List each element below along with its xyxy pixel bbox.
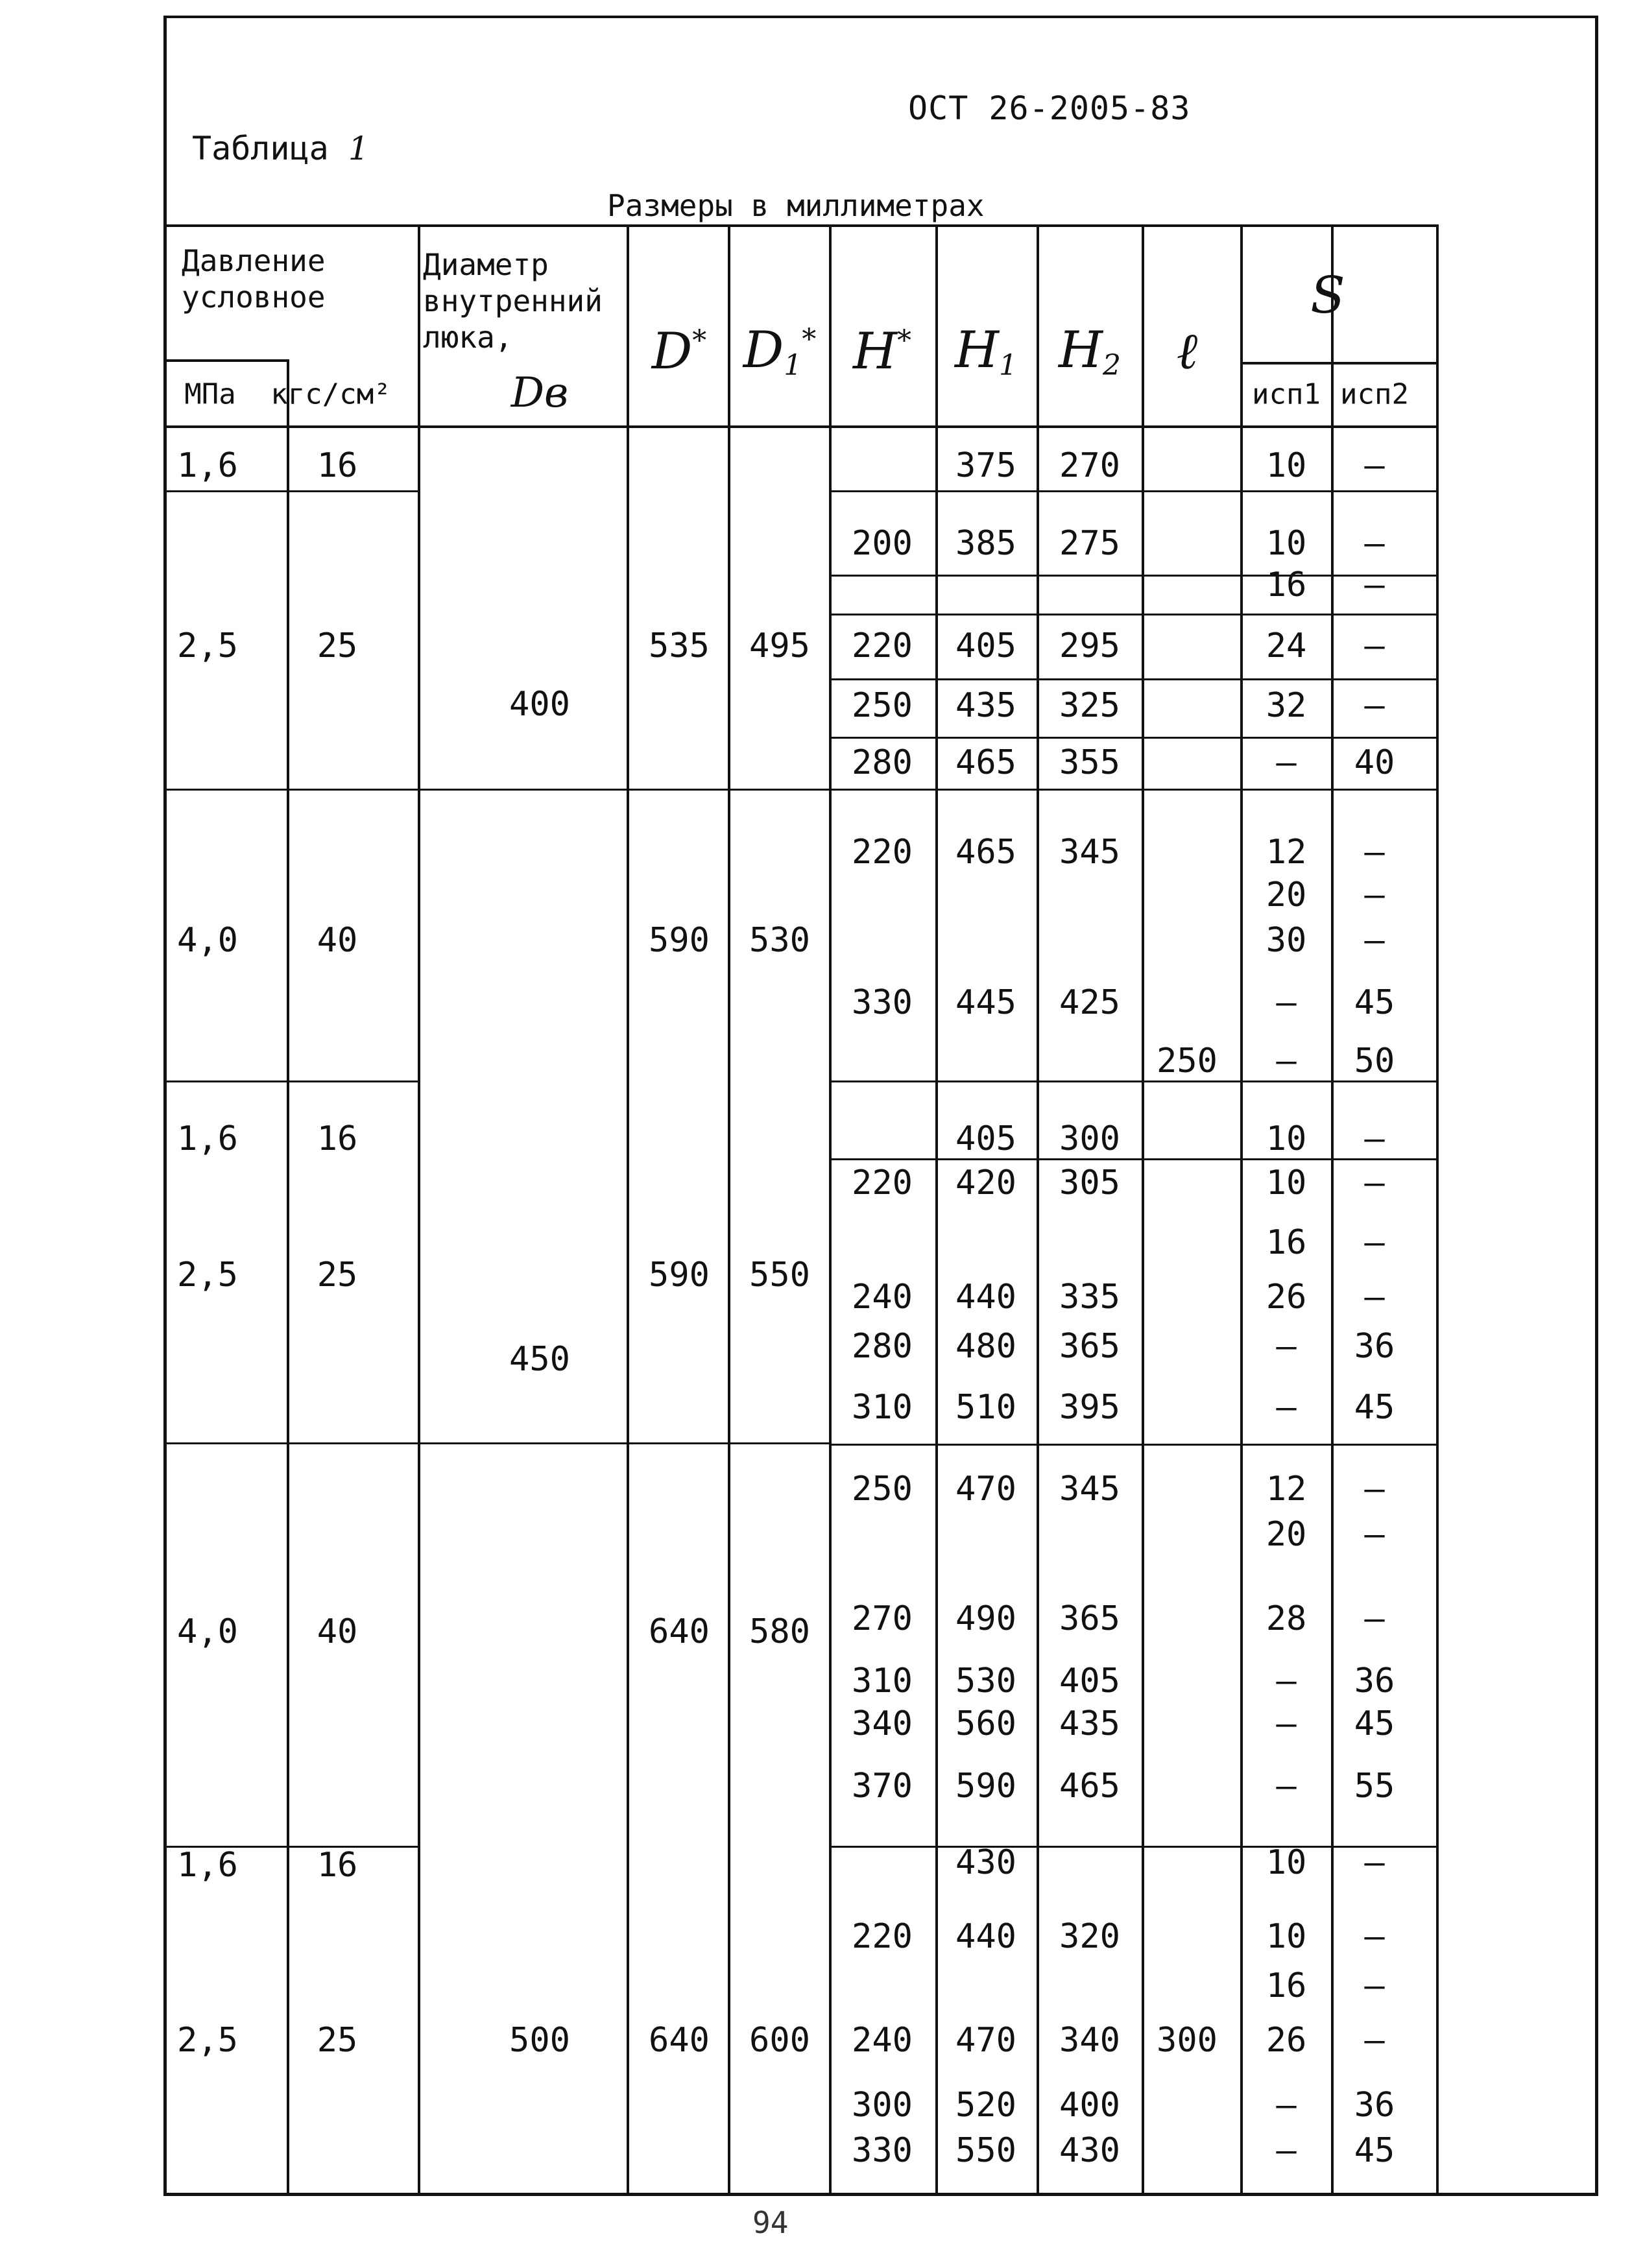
cell-s1: 26 [1266, 2021, 1307, 2060]
cell-H2: 395 [1059, 1388, 1120, 1427]
header-isp2: исп2 [1340, 377, 1409, 411]
diameter-value: 450 [509, 1340, 570, 1379]
cell-H: 240 [852, 2021, 913, 2060]
D-value: 640 [649, 1612, 710, 1651]
cell-H2: 345 [1059, 833, 1120, 872]
page-number: 94 [752, 2205, 789, 2240]
cell-s1: – [1276, 983, 1297, 1022]
cell-H: 220 [852, 627, 913, 665]
cell-s1: – [1276, 1327, 1297, 1366]
cell-s1: 12 [1266, 833, 1307, 872]
column-rule [829, 224, 832, 2196]
column-rule [418, 224, 420, 2196]
D1-value: 580 [749, 1612, 810, 1651]
cell-H1: 470 [955, 2021, 1016, 2060]
pressure-mpa: 2,5 [177, 1256, 238, 1295]
cell-H2: 325 [1059, 686, 1120, 725]
cell-s2: 36 [1354, 1662, 1395, 1701]
cell-s1: – [1276, 1767, 1297, 1806]
cell-H1: 385 [955, 524, 1016, 563]
cell-s1: 10 [1266, 1119, 1307, 1158]
cell-H: 280 [852, 743, 913, 782]
cell-H2: 340 [1059, 2021, 1120, 2060]
cell-H1: 445 [955, 983, 1016, 1022]
pressure-kgf: 25 [317, 2021, 358, 2060]
l-value: 300 [1157, 2021, 1218, 2060]
D1-value: 495 [749, 627, 810, 665]
header-s: S [1310, 267, 1345, 325]
cell-s2: 55 [1354, 1767, 1395, 1806]
D-value: 590 [649, 921, 710, 960]
D1-value: 600 [749, 2021, 810, 2060]
cell-H: 340 [852, 1704, 913, 1743]
header-D1: $D_1^*$ [743, 321, 817, 382]
D1-value: 550 [749, 1256, 810, 1295]
header-pressure: Давление условное [182, 243, 326, 315]
cell-H: 310 [852, 1662, 913, 1701]
row-rule [829, 490, 1436, 492]
cell-H: 240 [852, 1278, 913, 1317]
pressure-kgf: 40 [317, 1612, 358, 1651]
cell-H2: 305 [1059, 1164, 1120, 1202]
header-mpa: МПа [184, 377, 236, 411]
pressure-mpa: 4,0 [177, 921, 238, 960]
cell-H2: 405 [1059, 1662, 1120, 1701]
cell-s2: 45 [1354, 2131, 1395, 2170]
D-value: 640 [649, 2021, 710, 2060]
cell-H: 200 [852, 524, 913, 563]
cell-H2: 320 [1059, 1917, 1120, 1956]
row-rule [829, 1444, 1436, 1446]
cell-s2: – [1364, 1119, 1385, 1158]
header-diameter: Диаметр внутренний люка, [423, 247, 603, 355]
cell-H2: 335 [1059, 1278, 1120, 1317]
pressure-rule [163, 490, 418, 492]
cell-H: 250 [852, 1470, 913, 1509]
column-rule [1240, 224, 1243, 2196]
pressure-kgf: 16 [317, 1119, 358, 1158]
column-rule [287, 359, 289, 2196]
cell-s1: 32 [1266, 686, 1307, 725]
cell-s1: 12 [1266, 1470, 1307, 1509]
header-bottom-rule [163, 425, 1436, 428]
column-rule [1436, 224, 1439, 2196]
cell-s2: – [1364, 524, 1385, 563]
cell-s2: – [1364, 1164, 1385, 1202]
cell-s2: – [1364, 876, 1385, 914]
group-rule [418, 789, 829, 791]
row-rule [829, 737, 1436, 739]
dimensions-table [163, 224, 1436, 2196]
table-title [192, 130, 369, 167]
cell-s1: 16 [1266, 566, 1307, 604]
cell-s1: – [1276, 743, 1297, 782]
cell-s1: 10 [1266, 1164, 1307, 1202]
header-rule-pressure [163, 359, 287, 362]
cell-s1: 26 [1266, 1278, 1307, 1317]
table-label: Таблица [192, 130, 329, 167]
column-rule [1037, 224, 1039, 2196]
cell-H: 300 [852, 2086, 913, 2125]
cell-H1: 440 [955, 1917, 1016, 1956]
cell-H1: 405 [955, 627, 1016, 665]
cell-s1: 16 [1266, 1223, 1307, 1262]
pressure-kgf: 25 [317, 1256, 358, 1295]
standard-code: ОСТ 26-2005-83 [908, 90, 1191, 127]
cell-s1: – [1276, 1704, 1297, 1743]
cell-H2: 270 [1059, 446, 1120, 485]
cell-H1: 470 [955, 1470, 1016, 1509]
header-H: H* [852, 322, 912, 381]
cell-H2: 275 [1059, 524, 1120, 563]
cell-H2: 400 [1059, 2086, 1120, 2125]
pressure-mpa: 1,6 [177, 1846, 238, 1885]
column-rule [627, 224, 629, 2196]
cell-H1: 435 [955, 686, 1016, 725]
cell-H2: 345 [1059, 1470, 1120, 1509]
cell-H: 220 [852, 1917, 913, 1956]
cell-H2: 355 [1059, 743, 1120, 782]
pressure-mpa: 1,6 [177, 1119, 238, 1158]
cell-s1: 10 [1266, 1843, 1307, 1882]
row-rule [829, 1158, 1436, 1160]
pressure-rule [163, 789, 418, 791]
cell-H1: 440 [955, 1278, 1016, 1317]
cell-s2: – [1364, 446, 1385, 485]
cell-s2: – [1364, 1278, 1385, 1317]
cell-s2: – [1364, 1966, 1385, 2005]
pressure-kgf: 40 [317, 921, 358, 960]
cell-H: 250 [852, 686, 913, 725]
header-D: D* [651, 322, 707, 381]
cell-s2: 45 [1354, 1704, 1395, 1743]
group-rule [418, 1442, 829, 1444]
cell-s2: – [1364, 1223, 1385, 1262]
cell-s2: – [1364, 1515, 1385, 1554]
pressure-rule [163, 1080, 418, 1082]
cell-s1: 16 [1266, 1966, 1307, 2005]
cell-H1: 430 [955, 1843, 1016, 1882]
cell-H2: 435 [1059, 1704, 1120, 1743]
column-rule [1142, 224, 1144, 2196]
cell-H1: 590 [955, 1767, 1016, 1806]
cell-H: 330 [852, 2131, 913, 2170]
cell-s2: 40 [1354, 743, 1395, 782]
cell-H1: 550 [955, 2131, 1016, 2170]
cell-s2: – [1364, 921, 1385, 960]
units-caption: Размеры в миллиметрах [607, 188, 985, 223]
table-number: 1 [348, 130, 369, 167]
cell-H2: 425 [1059, 983, 1120, 1022]
cell-H1: 520 [955, 2086, 1016, 2125]
row-rule [829, 789, 1436, 791]
diameter-value: 500 [509, 2021, 570, 2060]
cell-s2: 36 [1354, 2086, 1395, 2125]
cell-s1: 10 [1266, 446, 1307, 485]
row-rule [829, 614, 1436, 615]
row-rule [829, 678, 1436, 680]
column-rule [935, 224, 938, 2196]
cell-s1: – [1276, 1042, 1297, 1080]
cell-s1: 10 [1266, 1917, 1307, 1956]
pressure-kgf: 25 [317, 627, 358, 665]
cell-H: 310 [852, 1388, 913, 1427]
cell-H1: 375 [955, 446, 1016, 485]
pressure-mpa: 2,5 [177, 627, 238, 665]
cell-s1: 24 [1266, 627, 1307, 665]
cell-H2: 430 [1059, 2131, 1120, 2170]
cell-s2: – [1364, 1599, 1385, 1638]
cell-H: 330 [852, 983, 913, 1022]
cell-H1: 465 [955, 743, 1016, 782]
cell-H2: 365 [1059, 1327, 1120, 1366]
cell-s1: 20 [1266, 1515, 1307, 1554]
pressure-rule [163, 1442, 418, 1444]
pressure-kgf: 16 [317, 1846, 358, 1885]
cell-s2: 36 [1354, 1327, 1395, 1366]
cell-H1: 405 [955, 1119, 1016, 1158]
header-dv: Dв [510, 369, 569, 417]
cell-H: 370 [852, 1767, 913, 1806]
cell-H1: 510 [955, 1388, 1016, 1427]
cell-s2: – [1364, 833, 1385, 872]
cell-H: 220 [852, 833, 913, 872]
cell-H: 220 [852, 1164, 913, 1202]
D1-value: 530 [749, 921, 810, 960]
pressure-mpa: 4,0 [177, 1612, 238, 1651]
table-top-rule [163, 224, 1436, 227]
table-bottom-rule [163, 2193, 1436, 2196]
pressure-mpa: 1,6 [177, 446, 238, 485]
cell-s2: – [1364, 1470, 1385, 1509]
cell-H1: 480 [955, 1327, 1016, 1366]
header-H2: $H_2$ [1058, 321, 1122, 382]
cell-H2: 365 [1059, 1599, 1120, 1638]
header-kgf: кгс/см² [270, 377, 391, 411]
cell-s2: – [1364, 2021, 1385, 2060]
cell-s1: 30 [1266, 921, 1307, 960]
cell-s1: – [1276, 2131, 1297, 2170]
cell-s2: 45 [1354, 1388, 1395, 1427]
cell-s2: – [1364, 566, 1385, 604]
cell-H2: 300 [1059, 1119, 1120, 1158]
header-isp1: исп1 [1252, 377, 1321, 411]
cell-s1: – [1276, 1388, 1297, 1427]
row-rule [829, 575, 1436, 577]
row-rule [829, 1846, 1436, 1848]
cell-s1: 28 [1266, 1599, 1307, 1638]
cell-s2: 50 [1354, 1042, 1395, 1080]
cell-s1: 20 [1266, 876, 1307, 914]
cell-H2: 465 [1059, 1767, 1120, 1806]
cell-s2: 45 [1354, 983, 1395, 1022]
header-H1: $H_1$ [954, 321, 1018, 382]
cell-H1: 490 [955, 1599, 1016, 1638]
l-value: 250 [1157, 1042, 1218, 1080]
D-value: 535 [649, 627, 710, 665]
header-l: ℓ [1176, 322, 1198, 381]
row-rule [829, 1080, 1436, 1082]
cell-s1: – [1276, 2086, 1297, 2125]
header-rule-s [1240, 362, 1436, 364]
cell-s2: – [1364, 1917, 1385, 1956]
pressure-mpa: 2,5 [177, 2021, 238, 2060]
column-rule [1331, 224, 1334, 2196]
diameter-value: 400 [509, 685, 570, 724]
cell-H1: 530 [955, 1662, 1016, 1701]
cell-H2: 295 [1059, 627, 1120, 665]
column-rule [728, 224, 730, 2196]
cell-H: 270 [852, 1599, 913, 1638]
cell-s2: – [1364, 627, 1385, 665]
cell-H1: 420 [955, 1164, 1016, 1202]
cell-s1: 10 [1266, 524, 1307, 563]
cell-s2: – [1364, 1843, 1385, 1882]
pressure-kgf: 16 [317, 446, 358, 485]
cell-H: 280 [852, 1327, 913, 1366]
cell-s2: – [1364, 686, 1385, 725]
D-value: 590 [649, 1256, 710, 1295]
cell-s1: – [1276, 1662, 1297, 1701]
cell-H1: 465 [955, 833, 1016, 872]
cell-H1: 560 [955, 1704, 1016, 1743]
